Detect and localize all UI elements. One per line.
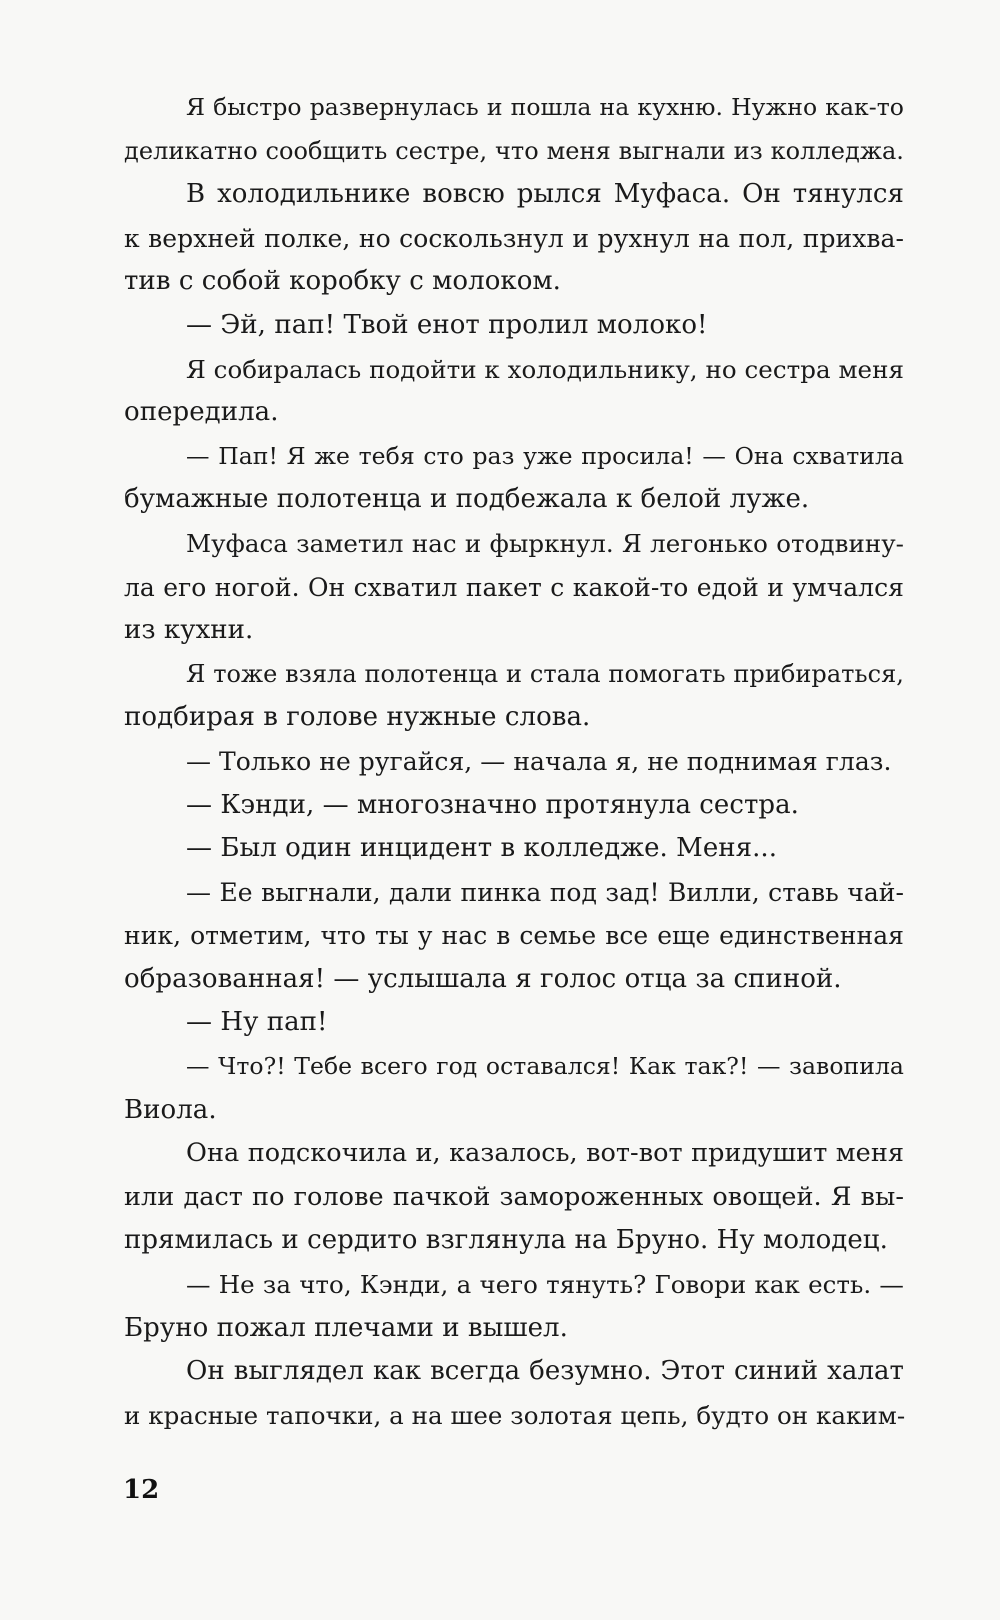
- text-line-9: — Пап! Я же тебя сто раз уже просила! — Она схватила: [186, 441, 904, 470]
- text-line-23: — Что?! Тебе всего год оставался! Как так?! — завопила: [186, 1052, 904, 1081]
- text-line-13: из кухни.: [124, 615, 254, 646]
- text-line-12: ла его ногой. Он схватил пакет с какой-то едой и умчался: [124, 572, 904, 602]
- text-line-2: деликатно сообщить сестре, что меня выгнали из колледжа.: [124, 136, 904, 165]
- page-number: 12: [123, 1475, 160, 1505]
- text-line-30: Он выглядел как всегда безумно. Этот синий халат: [186, 1356, 904, 1387]
- text-line-19: — Ее выгнали, дали пинка под зад! Вилли, ставь чай-: [186, 877, 904, 907]
- body-text: [124, 86, 904, 1437]
- text-line-25: Она подскочила и, казалось, вот-вот придушит меня: [186, 1138, 904, 1169]
- text-line-11: Муфаса заметил нас и фыркнул. Я легонько отодвину-: [186, 528, 904, 558]
- text-line-4: к верхней полке, но соскользнул и рухнул на пол, прихва-: [124, 223, 904, 253]
- text-line-24: Виола.: [124, 1094, 217, 1125]
- text-line-17: — Кэнди, — многозначно протянула сестра.: [186, 789, 799, 820]
- text-line-29: Бруно пожал плечами и вышел.: [124, 1312, 568, 1343]
- text-line-18: — Был один инцидент в колледже. Меня...: [186, 833, 778, 864]
- text-line-14: Я тоже взяла полотенца и стала помогать прибираться,: [186, 659, 904, 688]
- text-line-31: и красные тапочки, а на шее золотая цепь, будто он каким-: [124, 1400, 906, 1430]
- text-line-22: — Ну пап!: [186, 1007, 328, 1038]
- text-line-8: опередила.: [124, 397, 279, 428]
- text-line-1: Я быстро развернулась и пошла на кухню. Нужно как-то: [186, 93, 904, 121]
- text-line-6: — Эй, пап! Твой енот пролил молоко!: [186, 309, 708, 340]
- text-line-15: подбирая в голове нужные слова.: [124, 702, 591, 733]
- text-line-10: бумажные полотенца и подбежала к белой луже.: [124, 484, 810, 515]
- text-line-27: прямилась и сердито взглянула на Бруно. Ну молодец.: [124, 1225, 888, 1256]
- text-line-3: В холодильнике вовсю рылся Муфаса. Он тянулся: [186, 179, 904, 210]
- text-line-28: — Не за что, Кэнди, а чего тянуть? Говори как есть. —: [186, 1270, 904, 1300]
- text-line-16: — Только не ругайся, — начала я, не поднимая глаз.: [186, 746, 892, 776]
- text-line-21: образованная! — услышала я голос отца за спиной.: [124, 963, 842, 994]
- text-line-26: или даст по голове пачкой замороженных овощей. Я вы-: [124, 1181, 904, 1212]
- text-line-20: ник, отметим, что ты у нас в семье все еще единственная: [124, 921, 904, 951]
- text-line-7: Я собиралась подойти к холодильнику, но сестра меня: [186, 354, 904, 384]
- text-line-5: тив с собой коробку с молоком.: [124, 266, 561, 297]
